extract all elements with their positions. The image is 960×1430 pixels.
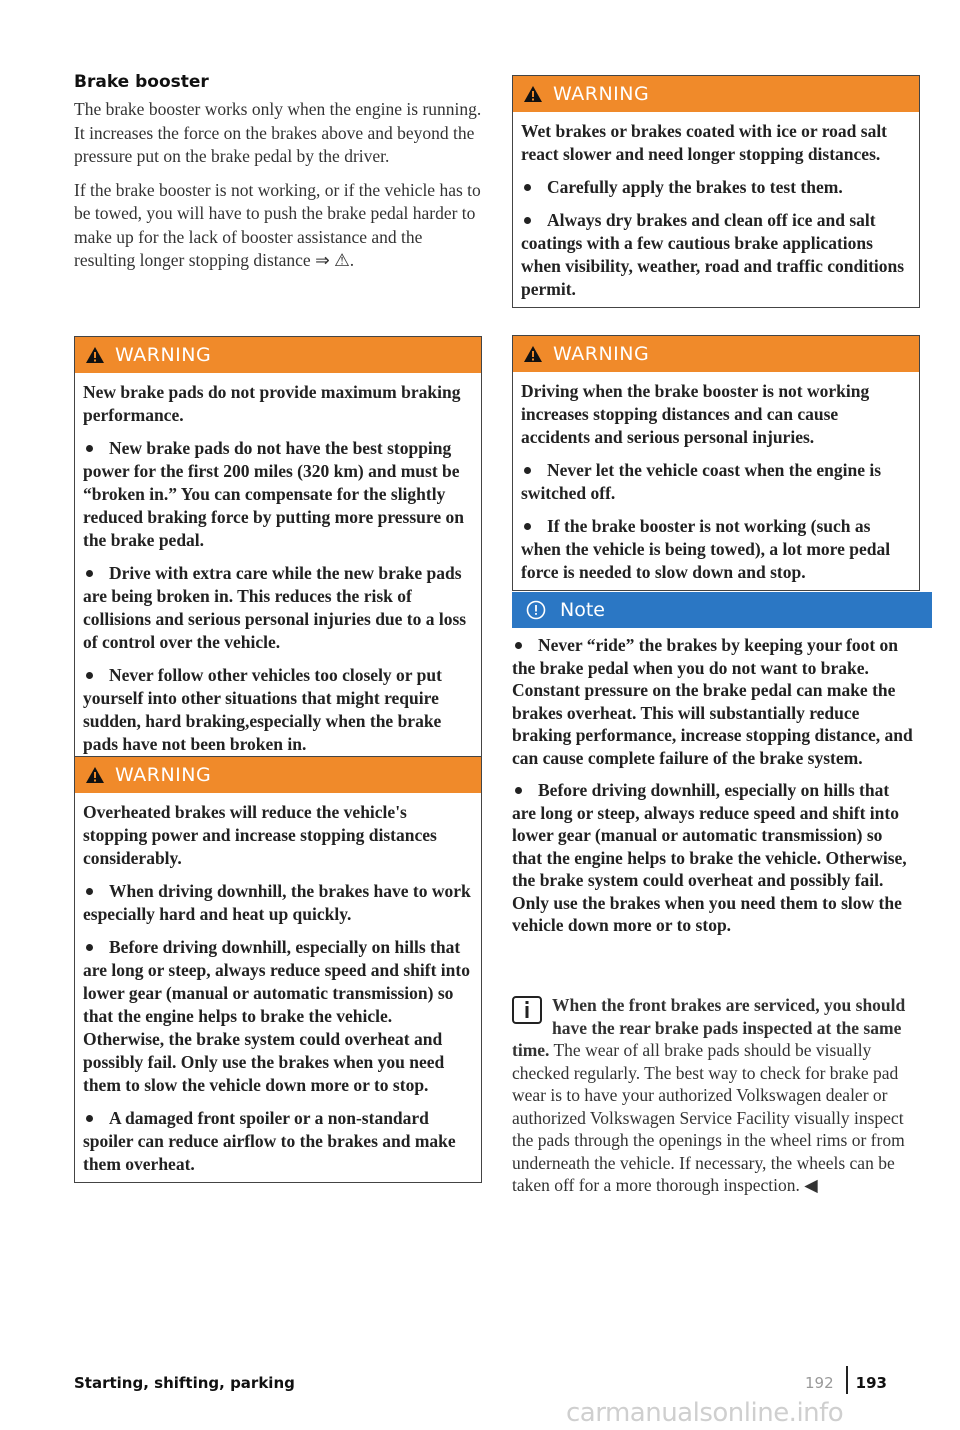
section-title: Brake booster [74, 72, 209, 92]
info-circle-icon [526, 600, 546, 620]
bullet-icon [515, 787, 522, 794]
warning-lead: New brake pads do not provide maximum braking performance. [83, 382, 461, 425]
bullet-icon [86, 944, 93, 951]
info-book-icon [512, 996, 542, 1024]
warning-header [513, 336, 919, 372]
warning-bullet: A damaged front spoiler or a non-standard spoiler can reduce airflow to the brakes and make them overheat. [83, 1108, 456, 1174]
bullet-icon [86, 445, 93, 452]
intro-paragraph-1: The brake booster works only when the engine is running. It increases the force on the brakes above and beyond the pressure put on the brake pedal by the driver. [74, 99, 482, 166]
bullet-icon [524, 467, 531, 474]
warning-triangle-icon [523, 345, 543, 363]
warning-box-overheated [74, 756, 482, 1183]
warning-bullet: Never follow other vehicles too closely or put yourself into other situations that might require sudden, hard braking,especially when the brake pads have not been broken in. [83, 665, 442, 754]
warning-bullet: Always dry brakes and clean off ice and salt coatings with a few cautious brake applications when visibility, weather, road and traffic conditions permit. [521, 210, 905, 299]
warning-bullet: If the brake booster is not working (such as when the vehicle is being towed), a lot more pedal force is needed to slow down and stop. [521, 516, 891, 582]
bullet-icon [86, 570, 93, 577]
warning-header-label: WARNING [115, 764, 212, 786]
warning-header [75, 757, 481, 793]
warning-bullet: New brake pads do not have the best stopping power for the first 200 miles (320 km) and must be “broken in.” You can compensate for the slightly reduced braking force by putting more pressure on the brake pedal. [83, 438, 464, 550]
bullet-icon [86, 888, 93, 895]
chapter-label: Starting, shifting, parking [74, 1374, 295, 1392]
info-lead: When the front brakes are serviced, you should have the rear brake pads inspected at the same time. [512, 995, 906, 1060]
info-paragraph [512, 994, 918, 1197]
note-bullet: Before driving downhill, especially on hills that are long or steep, always reduce speed and shift into lower gear (manual or automatic transmission) so that the engine helps to brake the vehicle. Otherwise, the brake system could overheat and possibly fail. Only use the brakes when you need them to slow the vehicle down more or to stop. [512, 780, 907, 935]
warning-lead: Driving when the brake booster is not working increases stopping distances and can cause accidents and serious personal injuries. [521, 381, 870, 447]
note-bullet: Never “ride” the brakes by keeping your foot on the brake pedal when you do not want to brake. Constant pressure on the brake pedal can make the brakes overheat. This will substantially reduce braking performance, increase stopping distance, and can cause complete failure of the brake system. [512, 635, 913, 768]
note-body [512, 634, 916, 947]
bullet-icon [515, 642, 522, 649]
bullet-icon [86, 672, 93, 679]
bullet-icon [524, 523, 531, 530]
note-header-label: Note [560, 599, 605, 621]
warning-box-wet-brakes [512, 75, 920, 308]
bullet-icon [524, 217, 531, 224]
warning-bullet: When driving downhill, the brakes have to work especially hard and heat up quickly. [83, 881, 471, 924]
warning-header-label: WARNING [553, 83, 650, 105]
warning-header [75, 337, 481, 373]
warning-header-label: WARNING [115, 344, 212, 366]
note-header [512, 592, 932, 628]
warning-bullet: Drive with extra care while the new brake pads are being broken in. This reduces the risk of collisions and serious personal injuries due to a loss of control over the vehicle. [83, 563, 467, 652]
warning-box-new-pads [74, 336, 482, 763]
info-text: The wear of all brake pads should be visually checked regularly. The best way to check for brake pad wear is to have your authorized Volkswagen dealer or authorized Volkswagen Service Facility visually inspect the pads through the openings in the wheel rims or from underneath the vehicle. If necessary, the wheels can be taken off for a more thorough inspection. ◀ [512, 1040, 905, 1195]
warning-triangle-icon [523, 85, 543, 103]
warning-box-booster [512, 335, 920, 591]
page-number-left: 192 [805, 1374, 834, 1392]
bullet-icon [524, 184, 531, 191]
warning-bullet: Before driving downhill, especially on hills that are long or steep, always reduce speed and shift into lower gear (manual or automatic transmission) so that the engine helps to brake the vehicle. Otherwise, the brake system could overheat and possibly fail. Only use the brakes when you need them to slow the vehicle down more or to stop. [83, 937, 470, 1095]
watermark: carmanualsonline.info [566, 1398, 844, 1428]
warning-lead: Wet brakes or brakes coated with ice or road salt react slower and need longer stopping distances. [521, 121, 888, 164]
intro-paragraph-2: If the brake booster is not working, or if the vehicle has to be towed, you will have to push the brake pedal harder to make up for the lack of booster assistance and the resulting longer stopping distance ⇒ ⚠. [74, 179, 481, 270]
bullet-icon [86, 1115, 93, 1122]
warning-header-label: WARNING [553, 343, 650, 365]
intro-text [74, 98, 482, 283]
warning-bullet: Never let the vehicle coast when the engine is switched off. [521, 460, 882, 503]
warning-bullet: Carefully apply the brakes to test them. [521, 176, 911, 199]
page-number-right: 193 [855, 1374, 887, 1392]
warning-triangle-icon [85, 346, 105, 364]
warning-lead: Overheated brakes will reduce the vehicle's stopping power and increase stopping distances considerably. [83, 802, 437, 868]
warning-triangle-icon [85, 766, 105, 784]
page-numbers [805, 1374, 887, 1392]
warning-header [513, 76, 919, 112]
